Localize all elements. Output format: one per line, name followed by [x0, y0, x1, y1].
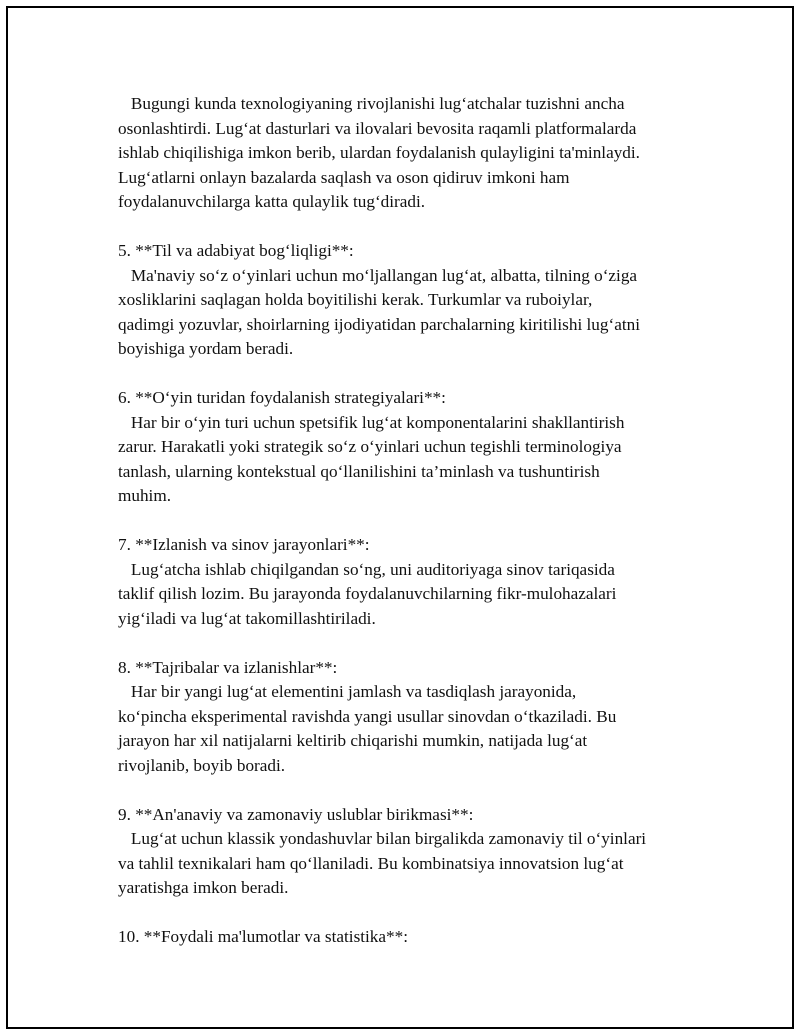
section-heading: 10. **Foydali ma'lumotlar va statistika**: [118, 927, 408, 946]
document-body [118, 92, 698, 950]
paragraph-gap [118, 901, 698, 926]
paragraph-gap [118, 215, 698, 240]
section-9 [118, 803, 698, 901]
text-line: ishlab chiqilishiga imkon berib, ulardan foydalanish qulayligini ta'minlaydi. [118, 143, 640, 162]
section-5 [118, 239, 698, 362]
section-6 [118, 386, 698, 509]
text-line: yaratishga imkon beradi. [118, 878, 289, 897]
text-line: ko‘pincha eksperimental ravishda yangi usullar sinovdan o‘tkaziladi. Bu [118, 706, 617, 726]
text-line: Bugungi kunda texnologiyaning rivojlanishi lug‘atchalar tuzishni ancha [118, 94, 625, 113]
section-7 [118, 533, 698, 631]
section-10 [118, 925, 698, 950]
paragraph-gap [118, 509, 698, 534]
text-line: taklif qilish lozim. Bu jarayonda foydalanuvchilarning fikr-mulohazalari [118, 584, 617, 603]
text-line: Lug‘atcha ishlab chiqilgandan so‘ng, uni auditoriyaga sinov tariqasida [118, 559, 615, 579]
paragraph-gap [118, 631, 698, 656]
section-heading: 6. **O‘yin turidan foydalanish strategiyalari**: [118, 388, 446, 407]
text-line: yig‘iladi va lug‘at takomillashtiriladi. [118, 608, 376, 628]
text-line: va tahlil texnikalari ham qo‘llaniladi. Bu kombinatsiya innovatsion lug‘at [118, 853, 624, 873]
text-line: foydalanuvchilarga katta qulaylik tug‘diradi. [118, 192, 426, 211]
text-line: boyishiga yordam beradi. [118, 339, 294, 358]
text-line: tanlash, ularning kontekstual qo‘llanilishini ta’minlash va tushuntirish [118, 461, 600, 481]
intro-paragraph [118, 92, 698, 215]
text-line: Ma'naviy so‘z o‘yinlari uchun mo‘ljallangan lug‘at, albatta, tilning o‘ziga [118, 265, 638, 285]
text-line: Har bir yangi lug‘at elementini jamlash va tasdiqlash jarayonida, [118, 682, 577, 701]
text-line: Lug‘atlarni onlayn bazalarda saqlash va oson qidiruv imkoni ham [118, 167, 570, 187]
text-line: jarayon har xil natijalarni keltirib chiqarishi mumkin, natijada lug‘at [118, 731, 588, 750]
section-8 [118, 656, 698, 779]
text-line: Har bir o‘yin turi uchun spetsifik lug‘at komponentalarini shakllantirish [118, 412, 625, 432]
text-line: xosliklarini saqlagan holda boyitilishi kerak. Turkumlar va ruboiylar, [118, 290, 593, 309]
section-heading: 5. **Til va adabiyat bog‘liqligi**: [118, 241, 354, 260]
text-line: muhim. [118, 486, 171, 505]
paragraph-gap [118, 778, 698, 803]
section-heading: 7. **Izlanish va sinov jarayonlari**: [118, 535, 370, 554]
section-heading: 9. **An'anaviy va zamonaviy uslublar birikmasi**: [118, 804, 474, 824]
section-heading: 8. **Tajribalar va izlanishlar**: [118, 657, 338, 677]
text-line: rivojlanib, boyib boradi. [118, 755, 286, 775]
text-line: zarur. Harakatli yoki strategik so‘z o‘yinlari uchun tegishli terminologiya [118, 437, 622, 456]
text-line: qadimgi yozuvlar, shoirlarning ijodiyatidan parchalarning kiritilishi lug‘atni [118, 314, 640, 334]
paragraph-gap [118, 362, 698, 387]
text-line: osonlashtirdi. Lug‘at dasturlari va ilovalari bevosita raqamli platformalarda [118, 118, 637, 138]
text-line: Lug‘at uchun klassik yondashuvlar bilan birgalikda zamonaviy til o‘yinlari [118, 829, 647, 848]
